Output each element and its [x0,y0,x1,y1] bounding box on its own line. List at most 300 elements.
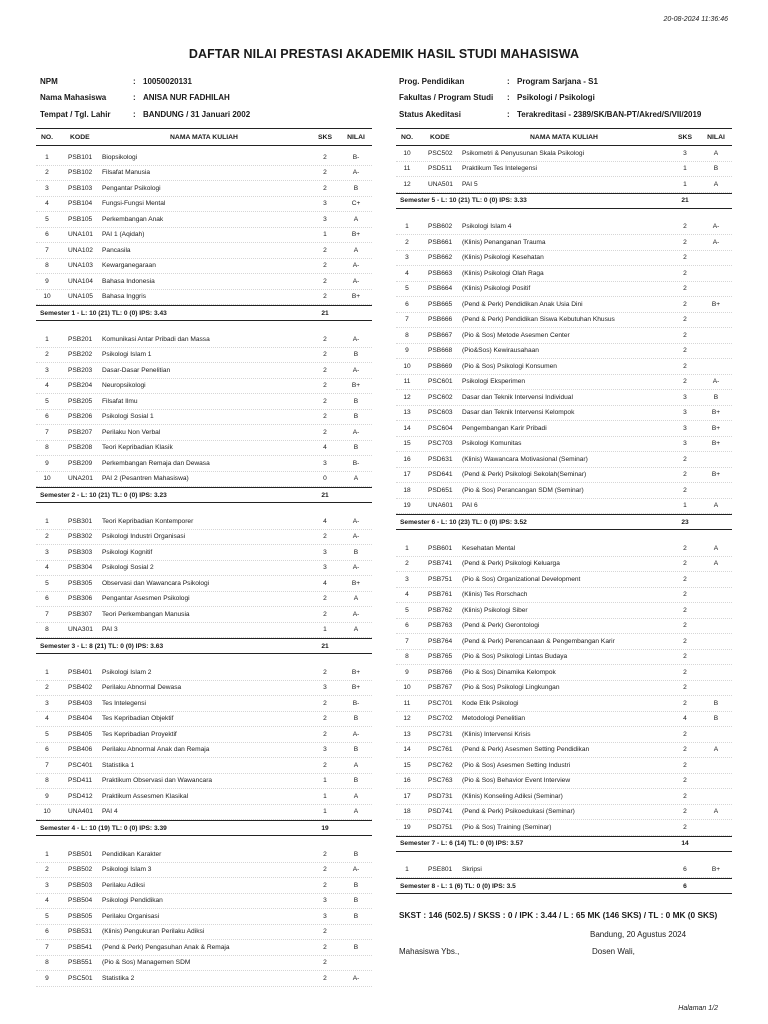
course-name: Psikologi Pendidikan [102,897,163,905]
course-code: PSB504 [68,897,93,905]
course-code: PSB306 [68,595,93,603]
course-name: (Pend & Perk) Psikoedukasi (Seminar) [462,808,575,816]
course-no: 5 [45,397,49,405]
course-grade: A- [352,866,360,874]
course-grade: A- [352,366,360,374]
info-value: Program Sarjana - S1 [517,76,598,86]
course-credits: 2 [683,730,687,738]
semester-summary-sks: 21 [321,491,329,499]
course-name: Psikologi Eksperimen [462,378,526,386]
course-row [36,878,372,894]
semester-summary [396,836,732,852]
course-code: UNA104 [68,277,93,285]
course-credits: 1 [323,777,327,785]
course-row [396,177,732,193]
course-credits: 2 [683,699,687,707]
course-name: (Klinis) Psikologi Olah Raga [462,269,544,277]
course-credits: 1 [323,792,327,800]
course-row [36,940,372,956]
course-code: PSB209 [68,459,93,467]
course-no: 9 [45,974,49,982]
course-no: 9 [405,347,409,355]
course-row [36,774,372,790]
info-label: Nama Mahasiswa [40,93,107,103]
header-kode: KODE [430,133,450,141]
semester-summary-sks: 6 [683,882,687,890]
course-credits: 2 [323,293,327,301]
course-grade: B [353,397,359,405]
table-header [396,128,732,146]
info-label: Status Akeditasi [399,109,461,119]
course-grade: B+ [351,293,361,301]
course-no: 17 [403,471,411,479]
course-name: (Pio & Sos) Psikologi Lintas Budaya [462,653,568,661]
course-name: Psikologi Islam 1 [102,351,152,359]
course-credits: 2 [323,413,327,421]
course-no: 6 [45,595,49,603]
course-credits: 2 [683,223,687,231]
course-row [36,607,372,623]
course-code: PSB208 [68,444,93,452]
course-row [36,847,372,863]
course-name: Biopsikologi [102,153,138,161]
course-no: 10 [43,293,51,301]
course-code: PSB664 [428,285,453,293]
semester-summary-sks: 21 [321,309,329,317]
course-code: PSB401 [68,668,93,676]
course-grade: A [713,808,719,816]
course-no: 3 [405,254,409,262]
course-grade: B+ [351,231,361,239]
course-code: PSB767 [428,684,453,692]
semester-summary [396,514,732,530]
course-code: PSB405 [68,730,93,738]
course-grade: A [353,626,359,634]
course-credits: 3 [323,746,327,754]
course-name: (Klinis) Pengukuran Perilaku Adiksi [102,928,205,936]
course-credits: 2 [683,347,687,355]
course-code: PSD731 [428,792,453,800]
course-grade: A [713,149,719,157]
student-info-left [40,73,250,123]
course-name: (Pio & Sos) Psikologi Lingkungan [462,684,560,692]
course-code: UNA601 [428,502,453,510]
course-no: 11 [403,165,411,173]
course-credits: 2 [323,761,327,769]
course-grade: A- [712,238,720,246]
semester-summary-text: Semester 2 - L: 10 (21) TL: 0 (0) IPS: 3.23 [40,491,167,499]
course-grade: B+ [351,579,361,587]
course-no: 4 [45,564,49,572]
course-name: PAI 5 [462,180,478,188]
course-row [36,971,372,987]
course-name: Psikologi Islam 4 [462,223,512,231]
course-grade: A- [352,277,360,285]
course-name: PAI 6 [462,502,478,510]
course-credits: 2 [323,277,327,285]
course-grade: A- [712,223,720,231]
course-credits: 2 [683,622,687,630]
course-row [36,166,372,182]
course-row [36,712,372,728]
course-grade: A [353,475,359,483]
course-credits: 4 [323,444,327,452]
course-credits: 3 [323,564,327,572]
course-credits: 2 [323,974,327,982]
course-name: Pengantar Psikologi [102,184,161,192]
course-code: PSB205 [68,397,93,405]
course-row [36,456,372,472]
course-no: 5 [405,606,409,614]
course-code: PSB304 [68,564,93,572]
info-row-birth: Tempat / Tgl. Lahir : BANDUNG / 31 Januari 2002 [40,109,251,119]
course-no: 3 [45,699,49,707]
course-code: UNA101 [68,231,93,239]
course-grade: B+ [711,409,721,417]
course-row [396,758,732,774]
semester-summary-text: Semester 8 - L: 1 (6) TL: 0 (0) IPS: 3.5 [400,882,516,890]
course-row [396,634,732,650]
course-row [396,375,732,391]
course-grade: B [353,444,359,452]
course-row [36,727,372,743]
course-row [36,561,372,577]
course-name: Tes Kepribadian Objektif [102,715,174,723]
course-no: 2 [45,169,49,177]
course-row [396,406,732,422]
course-grade: B+ [711,424,721,432]
course-grade: B+ [711,471,721,479]
course-name: Praktikum Assesmen Klasikal [102,792,189,800]
course-credits: 2 [683,808,687,816]
course-no: 8 [45,777,49,785]
course-no: 3 [45,184,49,192]
course-no: 3 [45,881,49,889]
course-credits: 2 [323,699,327,707]
course-grade: B [353,715,359,723]
course-credits: 2 [323,351,327,359]
course-name: (Pio & Sos) Behavior Event Interview [462,777,571,785]
course-name: (Pend & Perk) Perencanaan & Pengembangan Karir [462,637,615,645]
course-name: Dasar-Dasar Penelitian [102,366,171,374]
course-code: PSC731 [428,730,453,738]
course-grade: A [713,180,719,188]
course-credits: 3 [683,409,687,417]
course-grade: B- [352,699,360,707]
course-name: Bahasa Indonesia [102,277,155,285]
course-code: PSE801 [428,866,453,874]
course-code: PSB203 [68,366,93,374]
course-row [36,379,372,395]
course-code: PSB104 [68,200,93,208]
course-credits: 2 [683,792,687,800]
course-row [36,696,372,712]
course-no: 5 [45,730,49,738]
course-credits: 6 [683,866,687,874]
course-no: 2 [45,866,49,874]
course-grade: B+ [351,382,361,390]
course-row [396,650,732,666]
course-credits: 2 [683,300,687,308]
course-credits: 2 [323,262,327,270]
course-credits: 2 [683,238,687,246]
course-no: 6 [45,231,49,239]
course-credits: 2 [683,591,687,599]
course-code: PSB302 [68,533,93,541]
semester-summary-text: Semester 1 - L: 10 (21) TL: 0 (0) IPS: 3.43 [40,309,167,317]
course-grade: A [713,560,719,568]
course-name: Teori Kepribadian Klasik [102,444,173,452]
course-no: 2 [45,684,49,692]
course-credits: 2 [683,684,687,692]
course-credits: 2 [323,881,327,889]
course-row [396,557,732,573]
course-grade: B [353,777,359,785]
course-code: PSB601 [428,544,453,552]
course-name: Praktikum Tes Intelegensi [462,165,538,173]
course-grade: A- [352,533,360,541]
course-grade: A- [352,335,360,343]
course-credits: 2 [323,943,327,951]
course-no: 16 [403,455,411,463]
course-no: 10 [43,475,51,483]
course-row [396,437,732,453]
course-no: 10 [403,684,411,692]
course-credits: 2 [683,761,687,769]
table-header [36,128,372,146]
course-no: 4 [405,591,409,599]
course-code: PSB765 [428,653,453,661]
course-grade: B [353,912,359,920]
course-credits: 1 [683,165,687,173]
course-code: PSB663 [428,269,453,277]
course-no: 5 [45,912,49,920]
course-grade: A- [352,169,360,177]
course-credits: 3 [323,912,327,920]
course-name: Pendidikan Karakter [102,850,162,858]
course-no: 3 [45,548,49,556]
course-name: (Pio & Sos) Asesmen Setting Industri [462,761,571,769]
course-no: 9 [405,668,409,676]
course-credits: 2 [683,378,687,386]
course-credits: 2 [683,668,687,676]
course-name: (Pend & Perk) Asesmen Setting Pendidikan [462,746,590,754]
course-no: 4 [45,715,49,723]
course-name: (Pio & Sos) Managemen SDM [102,959,191,967]
course-credits: 2 [323,169,327,177]
course-row [36,592,372,608]
header-no: NO. [40,133,54,141]
semester-summary-sks: 21 [681,197,689,204]
course-grade: A [353,215,359,223]
course-row [36,514,372,530]
course-name: Perilaku Adiksi [102,881,145,889]
course-name: (Pend & Perk) Pendidikan Anak Usia Dini [462,300,583,308]
course-row [36,909,372,925]
course-code: PSB602 [428,223,453,231]
course-grade: A [353,792,359,800]
course-code: PSB741 [428,560,453,568]
course-no: 4 [45,200,49,208]
course-no: 5 [405,285,409,293]
course-name: Bahasa Inggris [102,293,146,301]
course-row [396,541,732,557]
course-row [36,394,372,410]
course-row [36,925,372,941]
course-name: (Pio & Sos) Training (Seminar) [462,823,552,831]
course-grade: A- [352,564,360,572]
course-credits: 2 [683,316,687,324]
header-no: NO. [400,133,414,141]
course-grade: A- [352,517,360,525]
semester-summary-text: Semester 7 - L: 6 (14) TL: 0 (0) IPS: 3.57 [400,840,524,847]
course-code: PSC603 [428,409,453,417]
course-name: Psikologi Industri Organisasi [102,533,186,541]
course-code: PSB403 [68,699,93,707]
course-name: (Pio & Sos) Organizational Development [462,575,581,583]
course-no: 10 [43,808,51,816]
info-value: 10050020131 [143,76,192,86]
course-name: (Pend & Perk) Pendidikan Siswa Kebutuhan Khusus [462,316,615,324]
course-code: PSB667 [428,331,453,339]
course-row [396,774,732,790]
course-row [36,805,372,821]
course-no: 2 [405,560,409,568]
course-grade: A- [352,730,360,738]
course-row [36,181,372,197]
course-grade: B [713,393,719,401]
course-row [396,452,732,468]
course-row [36,472,372,488]
course-row [36,530,372,546]
course-name: (Pio & Sos) Perancangan SDM (Seminar) [462,486,584,494]
course-credits: 1 [323,808,327,816]
course-name: (Klinis) Psikologi Siber [462,606,528,614]
course-code: PSB668 [428,347,453,355]
course-credits: 2 [683,777,687,785]
course-name: Perilaku Abnormal Anak dan Remaja [102,746,210,754]
course-no: 6 [45,928,49,936]
info-row-program: Prog. Pendidikan : Program Sarjana - S1 [399,76,598,86]
course-name: Fungsi-Fungsi Mental [102,200,166,208]
course-grade: B [353,746,359,754]
info-value: BANDUNG / 31 Januari 2002 [143,109,251,119]
course-credits: 2 [683,471,687,479]
info-row-name: Nama Mahasiswa : ANISA NUR FADHILAH [40,93,230,103]
course-code: PSB201 [68,335,93,343]
course-no: 2 [405,238,409,246]
course-code: PSB101 [68,153,93,161]
course-code: PSC502 [428,149,453,157]
course-credits: 3 [683,393,687,401]
course-grade: B [713,715,719,723]
course-row [396,146,732,162]
course-code: PSB202 [68,351,93,359]
course-row [36,197,372,213]
course-name: Tes Intelegensi [102,699,146,707]
course-name: Psikometri & Penyusunan Skala Psikologi [462,149,585,157]
course-no: 9 [45,792,49,800]
course-name: Perilaku Non Verbal [102,428,161,436]
course-row [396,390,732,406]
course-row [396,266,732,282]
info-label: Fakultas / Program Studi [399,93,494,103]
course-row [396,499,732,515]
course-name: Skripsi [462,866,482,874]
course-no: 7 [45,943,49,951]
course-row [396,743,732,759]
course-grade: B [353,184,359,192]
course-grade: A [353,595,359,603]
course-row [396,421,732,437]
course-code: PSC762 [428,761,453,769]
course-name: Filsafat Ilmu [102,397,138,405]
course-no: 8 [45,626,49,634]
course-no: 18 [403,808,411,816]
course-code: PSB103 [68,184,93,192]
course-name: Pengantar Asesmen Psikologi [102,595,190,603]
course-no: 11 [403,699,411,707]
course-credits: 2 [323,428,327,436]
course-grade: B [353,850,359,858]
course-row [36,576,372,592]
student-signature-label: Mahasiswa Ybs., [399,947,460,956]
course-name: Psikologi Sosial 2 [102,564,154,572]
course-row [396,789,732,805]
course-grade: B [713,699,719,707]
course-name: Kesehatan Mental [462,544,516,552]
course-credits: 0 [323,475,327,483]
course-credits: 2 [323,366,327,374]
course-no: 8 [405,331,409,339]
course-no: 5 [45,579,49,587]
course-row [396,681,732,697]
course-no: 12 [403,715,411,723]
course-row [36,441,372,457]
course-row [396,162,732,178]
course-credits: 2 [683,544,687,552]
course-code: PSC604 [428,424,453,432]
info-value: ANISA NUR FADHILAH [143,93,230,103]
info-label: Prog. Pendidikan [399,76,465,86]
course-name: (Pio & Sos) Dinamika Kelompok [462,668,556,676]
course-code: PSC761 [428,746,453,754]
course-row [396,251,732,267]
course-row [396,588,732,604]
course-name: Psikologi Kognitif [102,548,153,556]
course-name: Statistika 2 [102,974,135,982]
info-value: Terakreditasi - 2389/SK/BAN-PT/Akred/S/VII/2019 [517,109,702,119]
course-code: PSB751 [428,575,453,583]
course-no: 6 [405,622,409,630]
course-credits: 3 [323,897,327,905]
course-credits: 3 [323,200,327,208]
course-credits: 4 [683,715,687,723]
course-code: PSC401 [68,761,93,769]
course-grade: A- [352,974,360,982]
course-code: PSB661 [428,238,453,246]
course-credits: 2 [683,653,687,661]
course-no: 3 [45,366,49,374]
course-code: PSD651 [428,486,453,494]
course-no: 13 [403,409,411,417]
course-code: PSB665 [428,300,453,308]
course-row [36,863,372,879]
course-grade: B+ [711,866,721,874]
course-credits: 3 [323,215,327,223]
course-code: UNA401 [68,808,93,816]
semester-summary [396,193,732,209]
